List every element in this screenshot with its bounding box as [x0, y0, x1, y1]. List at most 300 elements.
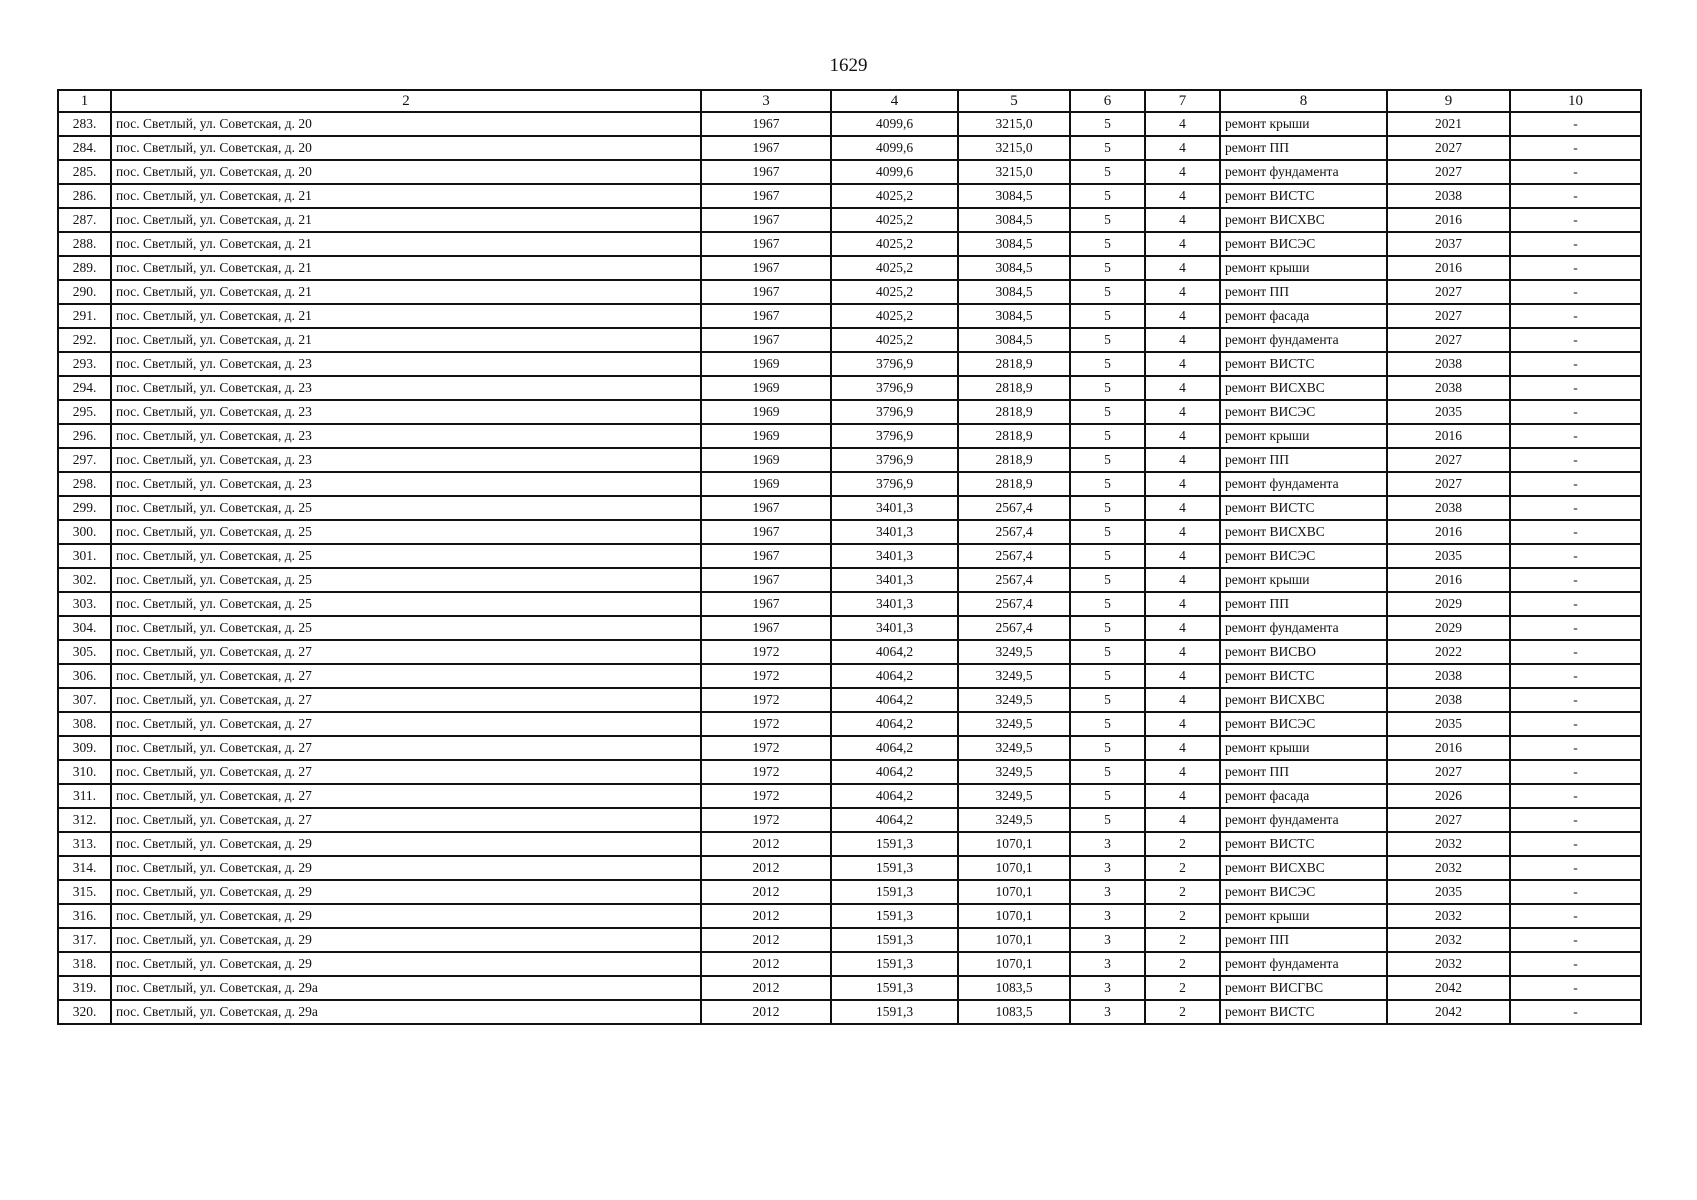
cell-note: - — [1510, 856, 1641, 880]
cell-entrances: 4 — [1145, 616, 1220, 640]
cell-year-built: 1969 — [701, 472, 831, 496]
table-row — [58, 640, 1641, 664]
cell-work-type: ремонт фундамента — [1220, 808, 1387, 832]
cell-floors: 5 — [1070, 616, 1145, 640]
cell-planned-year: 2042 — [1387, 976, 1510, 1000]
table-row — [58, 208, 1641, 232]
cell-row-number: 315. — [58, 880, 111, 904]
cell-entrances: 4 — [1145, 592, 1220, 616]
cell-year-built: 1972 — [701, 784, 831, 808]
cell-address: пос. Светлый, ул. Советская, д. 27 — [111, 640, 701, 664]
cell-address: пос. Светлый, ул. Советская, д. 20 — [111, 112, 701, 136]
cell-work-type: ремонт ВИСВО — [1220, 640, 1387, 664]
cell-row-number: 319. — [58, 976, 111, 1000]
cell-planned-year: 2026 — [1387, 784, 1510, 808]
cell-entrances: 4 — [1145, 208, 1220, 232]
cell-row-number: 307. — [58, 688, 111, 712]
cell-note: - — [1510, 112, 1641, 136]
cell-work-type: ремонт ВИСХВС — [1220, 856, 1387, 880]
cell-work-type: ремонт ВИСТС — [1220, 496, 1387, 520]
cell-row-number: 293. — [58, 352, 111, 376]
cell-entrances: 4 — [1145, 688, 1220, 712]
cell-work-type: ремонт крыши — [1220, 112, 1387, 136]
cell-year-built: 1967 — [701, 328, 831, 352]
cell-living-area: 3249,5 — [958, 808, 1070, 832]
cell-entrances: 4 — [1145, 448, 1220, 472]
cell-year-built: 1967 — [701, 232, 831, 256]
cell-row-number: 296. — [58, 424, 111, 448]
cell-planned-year: 2037 — [1387, 232, 1510, 256]
cell-row-number: 288. — [58, 232, 111, 256]
cell-note: - — [1510, 496, 1641, 520]
cell-floors: 3 — [1070, 856, 1145, 880]
cell-total-area: 1591,3 — [831, 976, 958, 1000]
cell-row-number: 313. — [58, 832, 111, 856]
cell-total-area: 4025,2 — [831, 208, 958, 232]
cell-note: - — [1510, 328, 1641, 352]
cell-total-area: 3401,3 — [831, 568, 958, 592]
cell-floors: 5 — [1070, 424, 1145, 448]
table-row — [58, 712, 1641, 736]
cell-living-area: 3215,0 — [958, 160, 1070, 184]
table-row — [58, 808, 1641, 832]
cell-work-type: ремонт ВИСХВС — [1220, 520, 1387, 544]
cell-planned-year: 2027 — [1387, 280, 1510, 304]
table-row — [58, 496, 1641, 520]
cell-floors: 5 — [1070, 568, 1145, 592]
cell-floors: 5 — [1070, 712, 1145, 736]
cell-floors: 5 — [1070, 472, 1145, 496]
cell-floors: 5 — [1070, 496, 1145, 520]
cell-note: - — [1510, 424, 1641, 448]
cell-floors: 3 — [1070, 928, 1145, 952]
cell-living-area: 2818,9 — [958, 376, 1070, 400]
cell-address: пос. Светлый, ул. Советская, д. 21 — [111, 328, 701, 352]
cell-total-area: 3796,9 — [831, 400, 958, 424]
cell-living-area: 1070,1 — [958, 952, 1070, 976]
column-header-5: 5 — [958, 90, 1070, 112]
cell-work-type: ремонт фасада — [1220, 784, 1387, 808]
column-header-4: 4 — [831, 90, 958, 112]
cell-address: пос. Светлый, ул. Советская, д. 25 — [111, 616, 701, 640]
cell-row-number: 292. — [58, 328, 111, 352]
cell-year-built: 1972 — [701, 760, 831, 784]
cell-floors: 5 — [1070, 520, 1145, 544]
cell-total-area: 1591,3 — [831, 880, 958, 904]
table-row — [58, 832, 1641, 856]
cell-note: - — [1510, 448, 1641, 472]
cell-entrances: 2 — [1145, 856, 1220, 880]
cell-floors: 5 — [1070, 760, 1145, 784]
cell-living-area: 3084,5 — [958, 280, 1070, 304]
table-row — [58, 160, 1641, 184]
cell-work-type: ремонт крыши — [1220, 904, 1387, 928]
cell-planned-year: 2027 — [1387, 160, 1510, 184]
cell-year-built: 2012 — [701, 880, 831, 904]
cell-note: - — [1510, 760, 1641, 784]
cell-living-area: 3084,5 — [958, 256, 1070, 280]
cell-work-type: ремонт фундамента — [1220, 472, 1387, 496]
cell-row-number: 287. — [58, 208, 111, 232]
cell-floors: 3 — [1070, 904, 1145, 928]
cell-total-area: 4025,2 — [831, 232, 958, 256]
cell-row-number: 295. — [58, 400, 111, 424]
column-header-3: 3 — [701, 90, 831, 112]
cell-address: пос. Светлый, ул. Советская, д. 20 — [111, 160, 701, 184]
cell-row-number: 311. — [58, 784, 111, 808]
cell-planned-year: 2016 — [1387, 256, 1510, 280]
column-header-10: 10 — [1510, 90, 1641, 112]
cell-planned-year: 2016 — [1387, 520, 1510, 544]
cell-floors: 5 — [1070, 112, 1145, 136]
cell-work-type: ремонт ВИСХВС — [1220, 208, 1387, 232]
cell-entrances: 4 — [1145, 376, 1220, 400]
cell-floors: 5 — [1070, 592, 1145, 616]
cell-floors: 5 — [1070, 688, 1145, 712]
cell-address: пос. Светлый, ул. Советская, д. 23 — [111, 448, 701, 472]
cell-note: - — [1510, 664, 1641, 688]
cell-year-built: 1972 — [701, 688, 831, 712]
cell-work-type: ремонт фундамента — [1220, 952, 1387, 976]
cell-address: пос. Светлый, ул. Советская, д. 29 — [111, 952, 701, 976]
table-row — [58, 400, 1641, 424]
cell-work-type: ремонт фундамента — [1220, 160, 1387, 184]
cell-address: пос. Светлый, ул. Советская, д. 27 — [111, 688, 701, 712]
cell-living-area: 2567,4 — [958, 496, 1070, 520]
cell-total-area: 4099,6 — [831, 160, 958, 184]
cell-address: пос. Светлый, ул. Советская, д. 27 — [111, 784, 701, 808]
cell-year-built: 1969 — [701, 424, 831, 448]
cell-floors: 5 — [1070, 304, 1145, 328]
cell-entrances: 4 — [1145, 520, 1220, 544]
cell-work-type: ремонт ВИСГВС — [1220, 976, 1387, 1000]
cell-living-area: 2818,9 — [958, 424, 1070, 448]
cell-row-number: 301. — [58, 544, 111, 568]
cell-entrances: 4 — [1145, 808, 1220, 832]
table-row — [58, 352, 1641, 376]
cell-address: пос. Светлый, ул. Советская, д. 27 — [111, 736, 701, 760]
cell-row-number: 314. — [58, 856, 111, 880]
cell-note: - — [1510, 784, 1641, 808]
cell-year-built: 1967 — [701, 568, 831, 592]
cell-note: - — [1510, 160, 1641, 184]
cell-total-area: 3796,9 — [831, 424, 958, 448]
cell-entrances: 4 — [1145, 232, 1220, 256]
cell-entrances: 4 — [1145, 400, 1220, 424]
column-header-8: 8 — [1220, 90, 1387, 112]
page-number: 1629 — [829, 55, 868, 76]
cell-planned-year: 2038 — [1387, 352, 1510, 376]
cell-note: - — [1510, 472, 1641, 496]
cell-row-number: 300. — [58, 520, 111, 544]
cell-total-area: 4064,2 — [831, 808, 958, 832]
cell-year-built: 2012 — [701, 952, 831, 976]
cell-total-area: 4064,2 — [831, 664, 958, 688]
cell-row-number: 304. — [58, 616, 111, 640]
cell-row-number: 298. — [58, 472, 111, 496]
cell-work-type: ремонт фасада — [1220, 304, 1387, 328]
cell-total-area: 4064,2 — [831, 784, 958, 808]
cell-entrances: 2 — [1145, 880, 1220, 904]
cell-year-built: 2012 — [701, 904, 831, 928]
cell-planned-year: 2022 — [1387, 640, 1510, 664]
cell-note: - — [1510, 568, 1641, 592]
cell-row-number: 320. — [58, 1000, 111, 1024]
cell-work-type: ремонт крыши — [1220, 256, 1387, 280]
cell-row-number: 310. — [58, 760, 111, 784]
cell-total-area: 4064,2 — [831, 760, 958, 784]
table-row — [58, 472, 1641, 496]
cell-address: пос. Светлый, ул. Советская, д. 21 — [111, 208, 701, 232]
column-header-6: 6 — [1070, 90, 1145, 112]
cell-address: пос. Светлый, ул. Советская, д. 23 — [111, 400, 701, 424]
cell-address: пос. Светлый, ул. Советская, д. 23 — [111, 376, 701, 400]
cell-planned-year: 2038 — [1387, 688, 1510, 712]
cell-year-built: 1967 — [701, 112, 831, 136]
cell-address: пос. Светлый, ул. Советская, д. 20 — [111, 136, 701, 160]
cell-planned-year: 2032 — [1387, 952, 1510, 976]
cell-year-built: 1969 — [701, 352, 831, 376]
cell-row-number: 318. — [58, 952, 111, 976]
cell-year-built: 1967 — [701, 280, 831, 304]
cell-entrances: 2 — [1145, 952, 1220, 976]
cell-note: - — [1510, 280, 1641, 304]
table-row — [58, 256, 1641, 280]
cell-floors: 5 — [1070, 376, 1145, 400]
cell-planned-year: 2016 — [1387, 208, 1510, 232]
cell-entrances: 4 — [1145, 424, 1220, 448]
cell-entrances: 2 — [1145, 928, 1220, 952]
cell-planned-year: 2035 — [1387, 712, 1510, 736]
cell-note: - — [1510, 520, 1641, 544]
cell-address: пос. Светлый, ул. Советская, д. 29а — [111, 1000, 701, 1024]
table-row — [58, 736, 1641, 760]
cell-planned-year: 2029 — [1387, 592, 1510, 616]
cell-row-number: 316. — [58, 904, 111, 928]
cell-entrances: 4 — [1145, 712, 1220, 736]
cell-row-number: 283. — [58, 112, 111, 136]
cell-address: пос. Светлый, ул. Советская, д. 21 — [111, 232, 701, 256]
cell-floors: 3 — [1070, 832, 1145, 856]
cell-note: - — [1510, 616, 1641, 640]
cell-note: - — [1510, 880, 1641, 904]
cell-address: пос. Светлый, ул. Советская, д. 27 — [111, 712, 701, 736]
cell-address: пос. Светлый, ул. Советская, д. 23 — [111, 472, 701, 496]
cell-entrances: 4 — [1145, 256, 1220, 280]
cell-work-type: ремонт ПП — [1220, 592, 1387, 616]
cell-living-area: 2818,9 — [958, 448, 1070, 472]
cell-living-area: 2567,4 — [958, 520, 1070, 544]
cell-year-built: 1967 — [701, 592, 831, 616]
table-row — [58, 760, 1641, 784]
cell-year-built: 1967 — [701, 208, 831, 232]
cell-note: - — [1510, 544, 1641, 568]
cell-work-type: ремонт ПП — [1220, 136, 1387, 160]
cell-floors: 3 — [1070, 976, 1145, 1000]
cell-planned-year: 2027 — [1387, 472, 1510, 496]
cell-planned-year: 2027 — [1387, 328, 1510, 352]
cell-note: - — [1510, 184, 1641, 208]
cell-note: - — [1510, 640, 1641, 664]
cell-entrances: 2 — [1145, 904, 1220, 928]
cell-note: - — [1510, 136, 1641, 160]
cell-year-built: 1969 — [701, 376, 831, 400]
cell-address: пос. Светлый, ул. Советская, д. 25 — [111, 568, 701, 592]
cell-address: пос. Светлый, ул. Советская, д. 29 — [111, 832, 701, 856]
table-row — [58, 616, 1641, 640]
cell-total-area: 4064,2 — [831, 736, 958, 760]
cell-note: - — [1510, 808, 1641, 832]
cell-living-area: 3249,5 — [958, 664, 1070, 688]
cell-work-type: ремонт фундамента — [1220, 328, 1387, 352]
cell-year-built: 2012 — [701, 832, 831, 856]
cell-total-area: 4025,2 — [831, 304, 958, 328]
cell-row-number: 294. — [58, 376, 111, 400]
table-row — [58, 448, 1641, 472]
cell-living-area: 2818,9 — [958, 352, 1070, 376]
cell-total-area: 1591,3 — [831, 928, 958, 952]
cell-living-area: 3215,0 — [958, 136, 1070, 160]
cell-entrances: 4 — [1145, 160, 1220, 184]
cell-year-built: 1967 — [701, 184, 831, 208]
cell-year-built: 1967 — [701, 616, 831, 640]
cell-entrances: 4 — [1145, 136, 1220, 160]
cell-address: пос. Светлый, ул. Советская, д. 23 — [111, 424, 701, 448]
cell-note: - — [1510, 232, 1641, 256]
cell-entrances: 2 — [1145, 976, 1220, 1000]
cell-row-number: 291. — [58, 304, 111, 328]
cell-planned-year: 2021 — [1387, 112, 1510, 136]
table-row — [58, 376, 1641, 400]
table-header-row — [58, 90, 1641, 112]
cell-row-number: 308. — [58, 712, 111, 736]
table-row — [58, 328, 1641, 352]
cell-total-area: 4099,6 — [831, 136, 958, 160]
cell-note: - — [1510, 592, 1641, 616]
table-row — [58, 664, 1641, 688]
cell-year-built: 1972 — [701, 664, 831, 688]
cell-total-area: 4025,2 — [831, 328, 958, 352]
cell-address: пос. Светлый, ул. Советская, д. 29а — [111, 976, 701, 1000]
cell-planned-year: 2016 — [1387, 424, 1510, 448]
cell-entrances: 4 — [1145, 496, 1220, 520]
cell-floors: 5 — [1070, 664, 1145, 688]
cell-floors: 5 — [1070, 184, 1145, 208]
cell-entrances: 2 — [1145, 832, 1220, 856]
column-header-2: 2 — [111, 90, 701, 112]
cell-living-area: 3249,5 — [958, 688, 1070, 712]
cell-entrances: 4 — [1145, 664, 1220, 688]
cell-planned-year: 2038 — [1387, 184, 1510, 208]
cell-row-number: 317. — [58, 928, 111, 952]
cell-note: - — [1510, 208, 1641, 232]
cell-living-area: 1083,5 — [958, 976, 1070, 1000]
cell-floors: 3 — [1070, 952, 1145, 976]
cell-year-built: 1967 — [701, 520, 831, 544]
table-row — [58, 136, 1641, 160]
cell-note: - — [1510, 712, 1641, 736]
cell-entrances: 4 — [1145, 544, 1220, 568]
cell-floors: 5 — [1070, 736, 1145, 760]
cell-total-area: 4064,2 — [831, 640, 958, 664]
cell-year-built: 1972 — [701, 808, 831, 832]
cell-address: пос. Светлый, ул. Советская, д. 25 — [111, 520, 701, 544]
cell-work-type: ремонт крыши — [1220, 568, 1387, 592]
cell-entrances: 4 — [1145, 112, 1220, 136]
cell-address: пос. Светлый, ул. Советская, д. 23 — [111, 352, 701, 376]
cell-year-built: 1969 — [701, 448, 831, 472]
cell-planned-year: 2035 — [1387, 880, 1510, 904]
cell-total-area: 1591,3 — [831, 856, 958, 880]
cell-row-number: 286. — [58, 184, 111, 208]
cell-floors: 3 — [1070, 880, 1145, 904]
cell-entrances: 4 — [1145, 760, 1220, 784]
table-row — [58, 544, 1641, 568]
cell-entrances: 4 — [1145, 352, 1220, 376]
cell-total-area: 1591,3 — [831, 904, 958, 928]
cell-planned-year: 2035 — [1387, 544, 1510, 568]
cell-work-type: ремонт ВИСТС — [1220, 352, 1387, 376]
cell-living-area: 1070,1 — [958, 928, 1070, 952]
cell-work-type: ремонт ВИСХВС — [1220, 688, 1387, 712]
cell-work-type: ремонт ВИСЭС — [1220, 880, 1387, 904]
cell-entrances: 4 — [1145, 736, 1220, 760]
cell-total-area: 3401,3 — [831, 496, 958, 520]
table-row — [58, 184, 1641, 208]
table-row — [58, 1000, 1641, 1024]
cell-living-area: 2567,4 — [958, 568, 1070, 592]
cell-work-type: ремонт ВИСЭС — [1220, 712, 1387, 736]
cell-note: - — [1510, 904, 1641, 928]
cell-row-number: 303. — [58, 592, 111, 616]
cell-address: пос. Светлый, ул. Советская, д. 29 — [111, 928, 701, 952]
cell-note: - — [1510, 952, 1641, 976]
cell-address: пос. Светлый, ул. Советская, д. 25 — [111, 496, 701, 520]
table-row — [58, 592, 1641, 616]
cell-floors: 3 — [1070, 1000, 1145, 1024]
cell-living-area: 2567,4 — [958, 616, 1070, 640]
cell-work-type: ремонт ВИСТС — [1220, 1000, 1387, 1024]
cell-living-area: 3084,5 — [958, 184, 1070, 208]
cell-row-number: 289. — [58, 256, 111, 280]
cell-living-area: 3249,5 — [958, 736, 1070, 760]
cell-total-area: 4025,2 — [831, 184, 958, 208]
cell-floors: 5 — [1070, 400, 1145, 424]
cell-row-number: 285. — [58, 160, 111, 184]
cell-entrances: 4 — [1145, 640, 1220, 664]
cell-total-area: 3796,9 — [831, 352, 958, 376]
cell-entrances: 4 — [1145, 184, 1220, 208]
cell-work-type: ремонт ВИСТС — [1220, 832, 1387, 856]
cell-address: пос. Светлый, ул. Советская, д. 21 — [111, 184, 701, 208]
table-row — [58, 568, 1641, 592]
cell-year-built: 1967 — [701, 544, 831, 568]
cell-entrances: 4 — [1145, 280, 1220, 304]
cell-planned-year: 2032 — [1387, 856, 1510, 880]
cell-address: пос. Светлый, ул. Советская, д. 27 — [111, 664, 701, 688]
cell-floors: 5 — [1070, 232, 1145, 256]
cell-total-area: 3401,3 — [831, 544, 958, 568]
cell-living-area: 3084,5 — [958, 232, 1070, 256]
cell-work-type: ремонт крыши — [1220, 424, 1387, 448]
cell-address: пос. Светлый, ул. Советская, д. 27 — [111, 760, 701, 784]
cell-living-area: 2818,9 — [958, 400, 1070, 424]
cell-floors: 5 — [1070, 208, 1145, 232]
cell-entrances: 4 — [1145, 784, 1220, 808]
cell-work-type: ремонт ВИСХВС — [1220, 376, 1387, 400]
cell-floors: 5 — [1070, 640, 1145, 664]
cell-total-area: 4099,6 — [831, 112, 958, 136]
